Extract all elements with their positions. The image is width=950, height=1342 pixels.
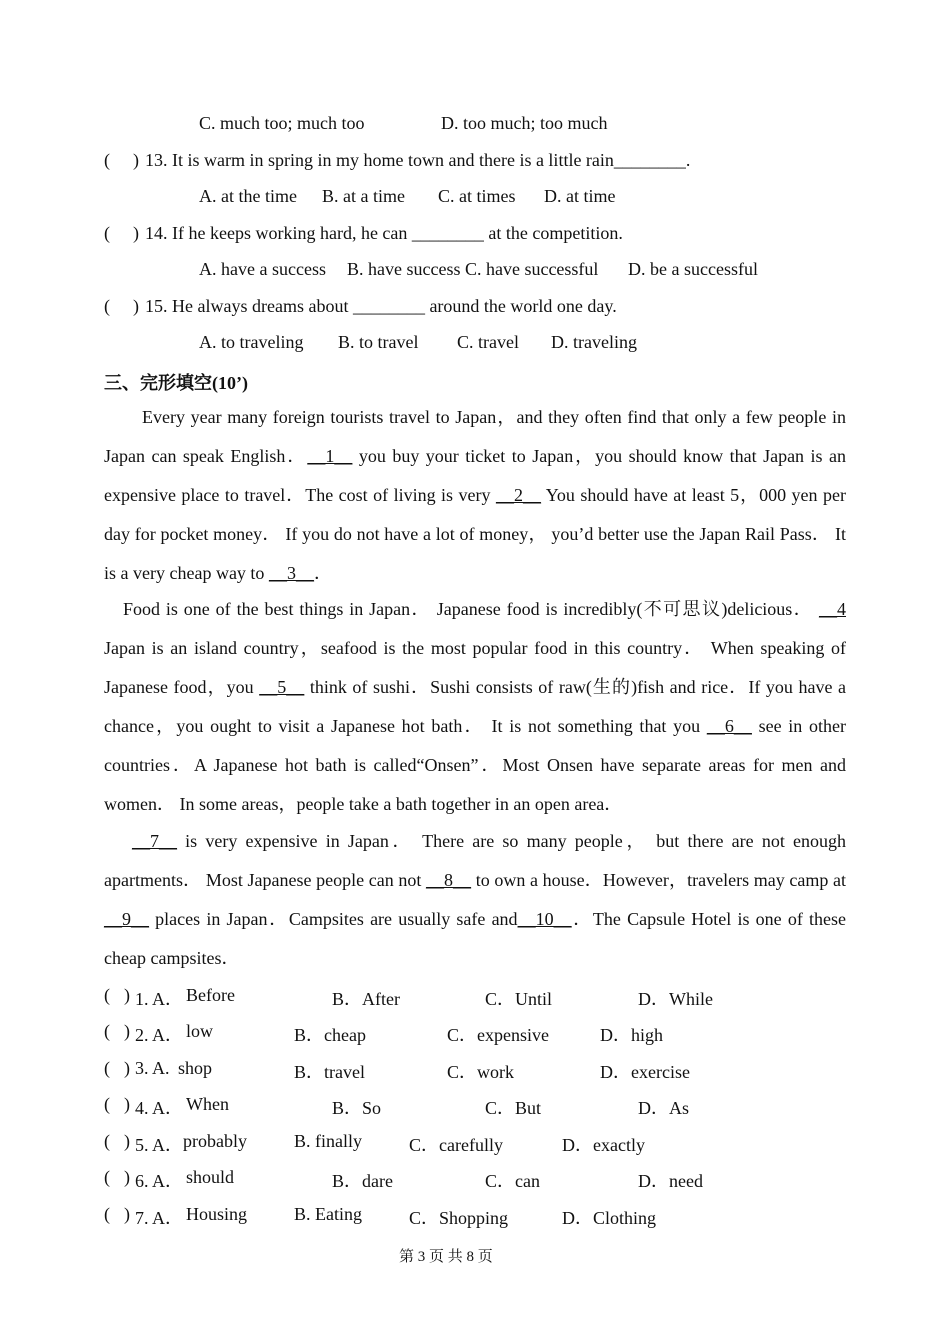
option-number: 4. A． (135, 1098, 184, 1118)
paren-close: ) (124, 1058, 130, 1078)
paren-close: ) (124, 1167, 130, 1187)
paren-close: ) (124, 1131, 130, 1151)
option-c: C．can (485, 1171, 540, 1191)
paren-close: ) (124, 1204, 130, 1224)
q14-option-d: D. be a successful (628, 259, 758, 279)
q13-option-a: A. at the time (199, 186, 297, 206)
q14-option-bc: B. have success C. have successful (347, 259, 599, 279)
option-number: 7. A． (135, 1208, 184, 1228)
passage-paragraph-2: Food is one of the best things in Japan． Japanese food is incredibly(不可思议)delicious． __4 Japan is an island country，seafood is the most popular food in this country． When speaking of Japanese food，you __5__ think of sushi．Sushi consists of raw(生的)fish and rice．If you have a chance，you ought to visit a Japanese hot bath． It is not something that you __6__ see in other countries．A Japanese hot bath is called“Onsen”．Most Onsen have separate areas for men and women． In some areas，people take a bath together in an open area． (104, 599, 847, 814)
paren-close: ) (124, 985, 130, 1005)
blank-3: __3__ (268, 563, 314, 583)
paren-close: ) (124, 1021, 130, 1041)
blank-10: __10__ (517, 909, 572, 929)
option-b: B. finally (294, 1131, 362, 1151)
option-a: probably (183, 1131, 247, 1151)
q14-stem: 14. If he keeps working hard, he can ________ at the competition. (145, 223, 623, 243)
blank-2: __2__ (495, 485, 541, 505)
option-number: 1. A． (135, 989, 184, 1009)
q15-option-d: D. traveling (551, 332, 637, 352)
option-number: 3. A. (135, 1058, 170, 1078)
option-c: C．carefully (409, 1135, 503, 1155)
q13-option-d: D. at time (544, 186, 616, 206)
option-b: B．cheap (294, 1025, 366, 1045)
paren-open: ( (104, 1058, 110, 1078)
option-number: 6. A． (135, 1171, 184, 1191)
option-b: B．travel (294, 1062, 365, 1082)
q15-option-b: B. to travel (338, 332, 419, 352)
option-d: D．Clothing (562, 1208, 657, 1228)
option-d: D．exactly (562, 1135, 645, 1155)
option-d: D．high (600, 1025, 663, 1045)
option-c: C．But (485, 1098, 542, 1118)
q13-option-c: C. at times (438, 186, 516, 206)
option-b: B．After (332, 989, 400, 1009)
q13-paren-open: ( (104, 150, 110, 170)
option-c: C．Shopping (409, 1208, 509, 1228)
passage-paragraph-1: Every year many foreign tourists travel to Japan，and they often find that only a few people in Japan can speak English．__1__ you buy your ticket to Japan，you should know that Japan is an expensive place to travel．The cost of living is very __2__ You should have at least 5，000 yen per day for pocket money． If you do not have a lot of money， you’d better use the Japan Rail Pass． It is a very cheap way to __3__． (104, 407, 847, 583)
option-d: D．While (638, 989, 713, 1009)
paren-close: ) (124, 1094, 130, 1114)
blank-7: __7__ (132, 831, 177, 851)
paren-open: ( (104, 1094, 110, 1114)
blank-9: __9__ (104, 909, 149, 929)
paren-open: ( (104, 1204, 110, 1224)
blank-6: __6__ (706, 716, 752, 736)
q14-paren-open: ( (104, 223, 110, 243)
paren-open: ( (104, 985, 110, 1005)
option-a: Housing (186, 1204, 248, 1224)
option-number: 2. A． (135, 1025, 184, 1045)
option-d: D．As (638, 1098, 690, 1118)
option-number: 5. A． (135, 1135, 184, 1155)
q13-paren-close: ) (133, 150, 139, 170)
page-number-footer: 第 3 页 共 8 页 (399, 1249, 493, 1265)
paren-open: ( (104, 1167, 110, 1187)
option-d: D．exercise (600, 1062, 690, 1082)
q15-paren-open: ( (104, 296, 110, 316)
blank-5: __5__ (259, 677, 305, 697)
q15-stem: 15. He always dreams about ________ around the world one day. (145, 296, 617, 316)
option-c: C．work (447, 1062, 514, 1082)
q13-stem: 13. It is warm in spring in my home town and there is a little rain________. (145, 150, 691, 170)
paren-open: ( (104, 1131, 110, 1151)
blank-4: __4 (819, 599, 846, 619)
option-a: shop (178, 1058, 213, 1078)
passage-paragraph-3: __7__ is very expensive in Japan． There are so many people， but there are not enough apartments． Most Japanese people can not __8__ to own a house．However，travelers may camp at __9__ places in Japan．Campsites are usually safe and__10__．The Capsule Hotel is one of these cheap campsites． (104, 831, 846, 968)
option-a: low (186, 1021, 213, 1041)
option-a: should (186, 1167, 235, 1187)
option-c: C．Until (485, 989, 553, 1009)
option-b: B. Eating (294, 1204, 362, 1224)
q12-option-d: D. too much; too much (441, 113, 608, 133)
q15-paren-close: ) (133, 296, 139, 316)
option-b: B．So (332, 1098, 382, 1118)
option-c: C．expensive (447, 1025, 549, 1045)
option-b: B．dare (332, 1171, 393, 1191)
section-heading: 三、完形填空(10’) (104, 373, 248, 393)
q14-paren-close: ) (133, 223, 139, 243)
blank-8: __8__ (426, 870, 472, 890)
option-d: D．need (638, 1171, 703, 1191)
option-a: Before (186, 985, 235, 1005)
blank-1: __1__ (307, 446, 353, 466)
q15-option-a: A. to traveling (199, 332, 304, 352)
q15-option-c: C. travel (457, 332, 519, 352)
q14-option-a: A. have a success (199, 259, 326, 279)
option-a: When (186, 1094, 229, 1114)
q12-option-c: C. much too; much too (199, 113, 365, 133)
q13-option-b: B. at a time (322, 186, 405, 206)
paren-open: ( (104, 1021, 110, 1041)
